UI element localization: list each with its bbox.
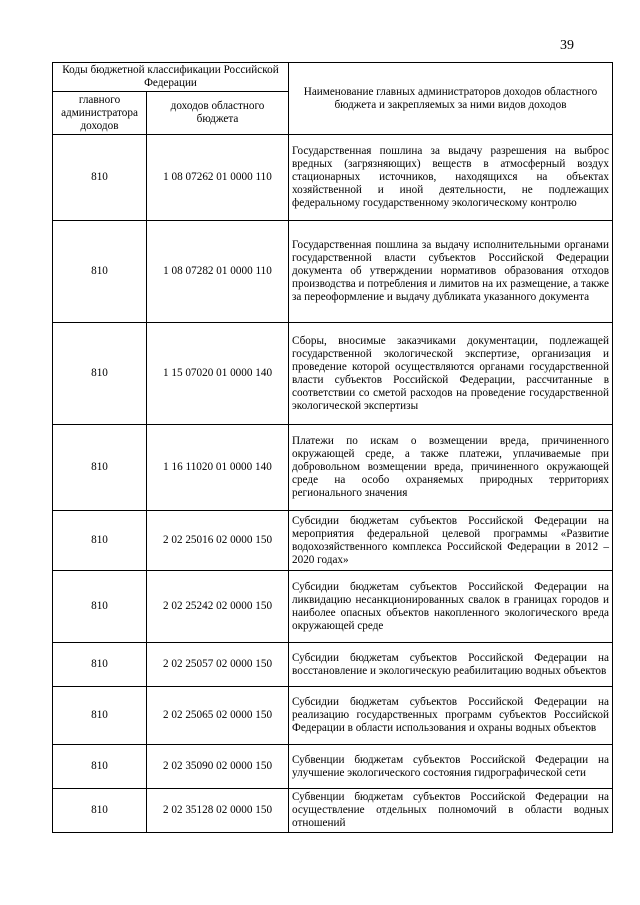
- table-row: [53, 789, 613, 833]
- table-row: [53, 745, 613, 789]
- table-row: [53, 571, 613, 643]
- admin-code-cell: 810: [53, 323, 147, 425]
- income-code-cell: 1 08 07262 01 0000 110: [147, 135, 289, 221]
- income-code-cell: 2 02 25065 02 0000 150: [147, 687, 289, 745]
- admin-code-cell: 810: [53, 571, 147, 643]
- admin-code-cell: 810: [53, 135, 147, 221]
- page-number: 39: [560, 38, 574, 53]
- admin-code-cell: 810: [53, 511, 147, 571]
- codes-group-header: Коды бюджетной классификации Российской Федерации: [53, 63, 289, 92]
- income-name-cell: Платежи по искам о возмещении вреда, причиненного окружающей среде, а также платежи, уплачиваемые при добровольном возмещении вреда, причиненного окружающей среде на особо охраняемых природных территориях регионального значения: [289, 425, 613, 511]
- admin-code-cell: 810: [53, 789, 147, 833]
- admin-column-header: главного администратора доходов: [53, 92, 147, 135]
- income-code-cell: 2 02 35090 02 0000 150: [147, 745, 289, 789]
- table-row: [53, 323, 613, 425]
- admin-code-cell: 810: [53, 745, 147, 789]
- income-code-cell: 2 02 25016 02 0000 150: [147, 511, 289, 571]
- income-column-header: доходов областного бюджета: [147, 92, 289, 135]
- admin-code-cell: 810: [53, 425, 147, 511]
- income-name-cell: Государственная пошлина за выдачу разрешения на выброс вредных (загрязняющих) веществ в атмосферный воздух стационарных источников, находящихся на объектах хозяйственной и иной деятельности, не подлежащих федеральному государственному экологическому контролю: [289, 135, 613, 221]
- admin-code-cell: 810: [53, 221, 147, 323]
- income-name-cell: Сборы, вносимые заказчиками документации, подлежащей государственной экологической экспертизе, организация и проведение которой осуществляются органами государственной власти субъектов Российской Федерации, рассчитанные в соответствии со сметой расходов на проведение государственной экологической экспертизы: [289, 323, 613, 425]
- table-row: [53, 643, 613, 687]
- admin-code-cell: 810: [53, 643, 147, 687]
- income-code-cell: 2 02 25242 02 0000 150: [147, 571, 289, 643]
- table-row: [53, 135, 613, 221]
- table-row: [53, 687, 613, 745]
- income-name-cell: Субсидии бюджетам субъектов Российской Федерации на ликвидацию несанкционированных свалок в границах городов и наиболее опасных объектов накопленного экологического вреда окружающей среде: [289, 571, 613, 643]
- table-row: [53, 425, 613, 511]
- income-code-cell: 1 16 11020 01 0000 140: [147, 425, 289, 511]
- income-name-cell: Субвенции бюджетам субъектов Российской Федерации на улучшение экологического состояния гидрографической сети: [289, 745, 613, 789]
- income-name-cell: Субсидии бюджетам субъектов Российской Федерации на восстановление и экологическую реабилитацию водных объектов: [289, 643, 613, 687]
- income-code-cell: 1 15 07020 01 0000 140: [147, 323, 289, 425]
- budget-classification-table: [52, 62, 613, 833]
- income-code-cell: 1 08 07282 01 0000 110: [147, 221, 289, 323]
- income-name-cell: Субсидии бюджетам субъектов Российской Федерации на реализацию государственных программ субъектов Российской Федерации в области использования и охраны водных объектов: [289, 687, 613, 745]
- income-name-cell: Субвенции бюджетам субъектов Российской Федерации на осуществление отдельных полномочий в области водных отношений: [289, 789, 613, 833]
- income-code-cell: 2 02 25057 02 0000 150: [147, 643, 289, 687]
- table-row: [53, 511, 613, 571]
- income-code-cell: 2 02 35128 02 0000 150: [147, 789, 289, 833]
- name-column-header: Наименование главных администраторов доходов областного бюджета и закрепляемых за ними видов доходов: [289, 63, 613, 135]
- admin-code-cell: 810: [53, 687, 147, 745]
- table-row: [53, 221, 613, 323]
- income-name-cell: Государственная пошлина за выдачу исполнительными органами государственной власти субъектов Российской Федерации документа об утверждении нормативов образования отходов производства и потребления и лимитов на их размещение, а также за переоформление и выдачу дубликата указанного документа: [289, 221, 613, 323]
- income-name-cell: Субсидии бюджетам субъектов Российской Федерации на мероприятия федеральной целевой программы «Развитие водохозяйственного комплекса Российской Федерации в 2012 – 2020 годах»: [289, 511, 613, 571]
